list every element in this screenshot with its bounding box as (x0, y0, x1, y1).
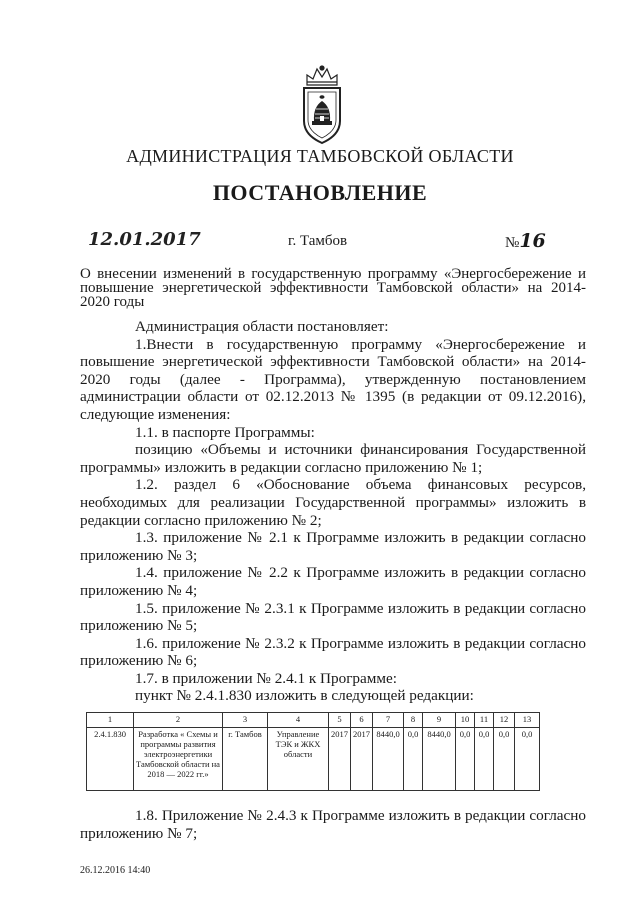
table-cell: 0,0 (404, 728, 423, 791)
table-header-cell: 4 (268, 713, 329, 728)
table-header-cell: 12 (494, 713, 515, 728)
table-cell: 0,0 (456, 728, 475, 791)
document-number (505, 230, 546, 252)
document-date: 12.01.2017 (88, 229, 201, 250)
table-cell: 2.4.1.830 (87, 728, 134, 791)
footer-timestamp: 26.12.2016 14:40 (80, 865, 151, 876)
table-header-row (87, 713, 540, 728)
document-subject: О внесении изменений в государственную программу «Энергосбережение и повышение энергетической эффективности Тамбовской области» на 2014-2020 годы (80, 266, 586, 310)
table-header-cell: 7 (373, 713, 404, 728)
table-cell: 0,0 (475, 728, 494, 791)
paragraph: 1.8. Приложение № 2.4.3 к Программе изложить в редакции согласно приложению № 7; (80, 807, 586, 842)
table-cell: 8440,0 (423, 728, 456, 791)
paragraph: 1.6. приложение № 2.3.2 к Программе изложить в редакции согласно приложению № 6; (80, 634, 586, 670)
table-cell: 2017 (329, 728, 351, 791)
table-row (87, 728, 540, 791)
paragraph: 1.3. приложение № 2.1 к Программе изложить в редакции согласно приложению № 3; (80, 529, 586, 564)
document-city: г. Тамбов (288, 233, 348, 249)
table-header-cell: 5 (329, 713, 351, 728)
paragraph: пункт № 2.4.1.830 изложить в следующей редакции: (135, 687, 474, 705)
coat-of-arms-emblem (299, 63, 345, 147)
table-header-cell: 9 (423, 713, 456, 728)
table-header-cell: 3 (223, 713, 268, 728)
document-body (80, 318, 586, 705)
paragraph: 1.5. приложение № 2.3.1 к Программе изложить в редакции согласно приложению № 5; (80, 599, 586, 635)
table-header-cell: 10 (456, 713, 475, 728)
paragraph: 1.4. приложение № 2.2 к Программе изложить в редакции согласно приложению № 4; (80, 564, 586, 599)
table-header-cell: 2 (134, 713, 223, 728)
table-cell: Разработка « Схемы и программы развития электроэнергетики Тамбовской области на 2018 — 2022 гг.» (134, 728, 223, 791)
table-cell: 0,0 (494, 728, 515, 791)
table-header-cell: 11 (475, 713, 494, 728)
organization-name: АДМИНИСТРАЦИЯ ТАМБОВСКОЙ ОБЛАСТИ (126, 146, 514, 166)
table-cell: 2017 (351, 728, 373, 791)
table-cell: Управление ТЭК и ЖКХ области (268, 728, 329, 791)
table-header-cell: 13 (515, 713, 540, 728)
number-value: 16 (519, 230, 546, 252)
table-header-cell: 6 (351, 713, 373, 728)
paragraph: Администрация области постановляет: (135, 318, 389, 335)
paragraph: 1.Внести в государственную программу «Энергосбережение и повышение энергетической эффективности Тамбовской области» на 2014-2020 годы (далее - Программа), утвержденную постановлением администрации области от 02.12.2013 № 1395 (в редакции от 09.12.2016), следующие изменения: (80, 335, 586, 423)
table-header-cell: 1 (87, 713, 134, 728)
number-label: № (505, 235, 520, 251)
table-cell: 8440,0 (373, 728, 404, 791)
paragraph: 1.7. в приложении № 2.4.1 к Программе: (135, 669, 397, 687)
paragraph: позицию «Объемы и источники финансирования Государственной программы» изложить в редакции согласно приложению № 1; (80, 441, 586, 476)
amendment-table (86, 712, 540, 791)
paragraph: 1.1. в паспорте Программы: (135, 423, 315, 441)
table-header-cell: 8 (404, 713, 423, 728)
paragraph: 1.2. раздел 6 «Обоснование объема финансовых ресурсов, необходимых для реализации Государственной программы» изложить в редакции согласно приложению № 2; (80, 476, 586, 529)
table-cell: 0,0 (515, 728, 540, 791)
table-cell: г. Тамбов (223, 728, 268, 791)
document-type-title: ПОСТАНОВЛЕНИЕ (212, 180, 428, 205)
closing-section (80, 807, 586, 843)
